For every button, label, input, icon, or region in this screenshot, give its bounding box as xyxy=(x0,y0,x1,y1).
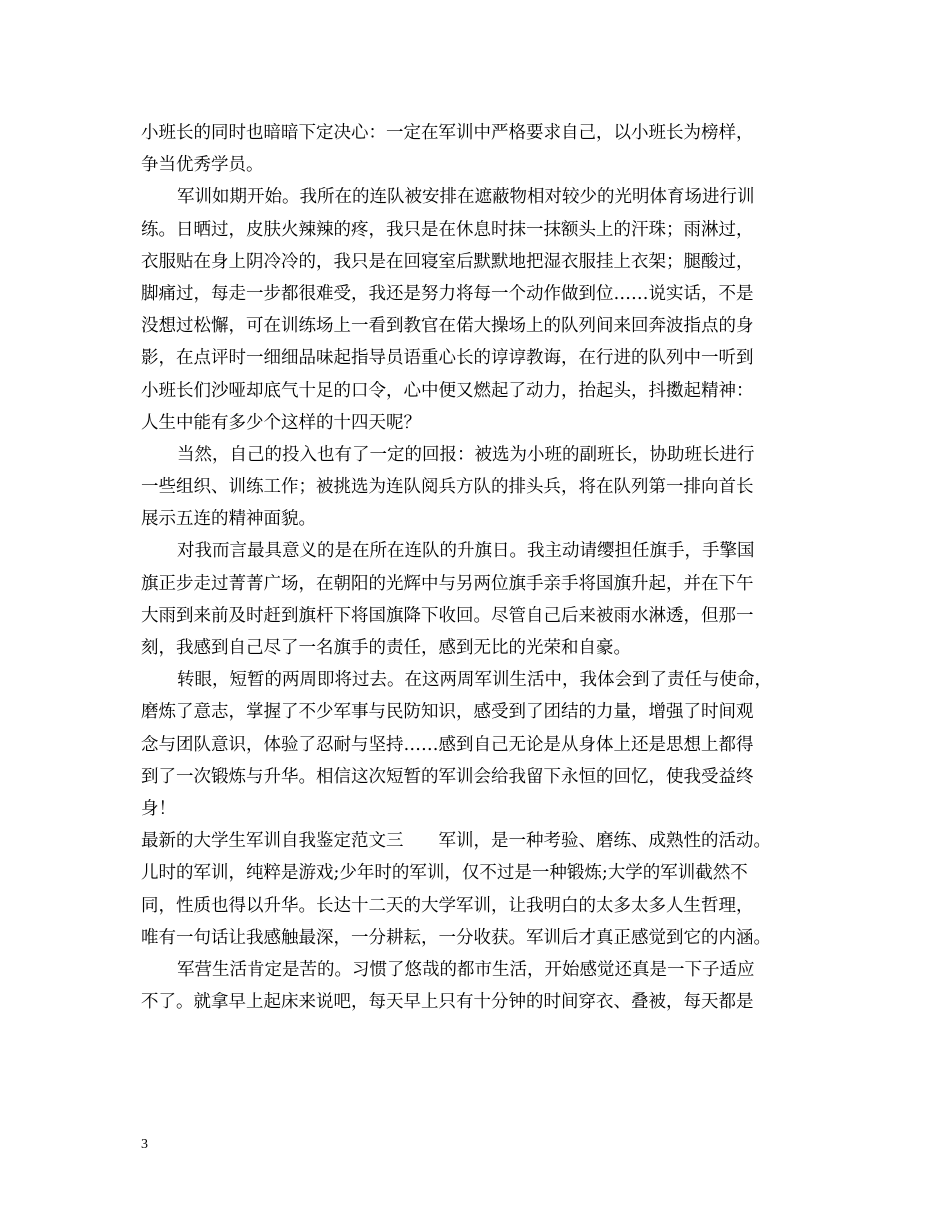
text-line: 儿时的军训，纯粹是游戏;少年时的军训，仅不过是一种锻炼;大学的军训截然不 xyxy=(141,863,748,884)
text-line: 脚痛过，每走一步都很难受，我还是努力将每一个动作做到位……说实话，不是 xyxy=(141,283,754,304)
text-line: 同，性质也得以升华。长达十二天的大学军训，让我明白的太多太多人生哲理， xyxy=(141,895,754,916)
section-heading-line: 最新的大学生军训自我鉴定范文三 军训，是一种考验、磨练、成熟性的活动。 xyxy=(141,831,771,852)
text-line: 磨炼了意志，掌握了不少军事与民防知识，感受到了团结的力量，增强了时间观 xyxy=(141,702,754,723)
paragraph-start-line: 军训如期开始。我所在的连队被安排在遮蔽物相对较少的光明体育场进行训 xyxy=(177,187,755,208)
text-line: 身！ xyxy=(141,798,176,819)
page-number: 3 xyxy=(141,1137,148,1152)
text-line: 展示五连的精神面貌。 xyxy=(141,509,316,530)
text-line: 小班长们沙哑却底气十足的口令，心中便又燃起了动力，抬起头，抖擞起精神： xyxy=(141,380,754,401)
text-line: 影，在点评时一细细品味起指导员语重心长的谆谆教诲，在行进的队列中一听到 xyxy=(141,348,754,369)
paragraph-start-line: 对我而言最具意义的是在所在连队的升旗日。我主动请缨担任旗手，手擎国 xyxy=(177,541,755,562)
document-body xyxy=(141,117,831,1018)
text-line: 唯有一句话让我感触最深，一分耕耘，一分收获。军训后才真正感觉到它的内涵。 xyxy=(141,927,771,948)
text-line: 旗正步走过菁菁广场，在朝阳的光辉中与另两位旗手亲手将国旗升起，并在下午 xyxy=(141,573,754,594)
text-line: 人生中能有多少个这样的十四天呢？ xyxy=(141,412,421,433)
text-line: 小班长的同时也暗暗下定决心：一定在军训中严格要求自己，以小班长为榜样， xyxy=(141,123,754,143)
paragraph-start-line: 转眼，短暂的两周即将过去。在这两周军训生活中，我体会到了责任与使命， xyxy=(177,670,772,691)
paragraph-start-line: 当然，自己的投入也有了一定的回报：被选为小班的副班长，协助班长进行 xyxy=(177,444,755,465)
text-line: 不了。就拿早上起床来说吧，每天早上只有十分钟的时间穿衣、叠被，每天都是 xyxy=(141,992,754,1013)
paragraph-start-line: 军营生活肯定是苦的。习惯了悠哉的都市生活，开始感觉还真是一下子适应 xyxy=(177,959,755,980)
text-line: 争当优秀学员。 xyxy=(141,155,264,176)
text-line: 没想过松懈，可在训练场上一看到教官在偌大操场上的队列间来回奔波指点的身 xyxy=(141,316,754,337)
text-line: 一些组织、训练工作；被挑选为连队阅兵方队的排头兵，将在队列第一排向首长 xyxy=(141,477,754,498)
text-line: 大雨到来前及时赶到旗杆下将国旗降下收回。尽管自己后来被雨水淋透，但那一 xyxy=(141,605,754,626)
text-line: 念与团队意识，体验了忍耐与坚持……感到自己无论是从身体上还是思想上都得 xyxy=(141,734,754,755)
text-line: 衣服贴在身上阴冷冷的，我只是在回寝室后默默地把湿衣服挂上衣架；腿酸过， xyxy=(141,251,754,272)
text-line: 练。日晒过，皮肤火辣辣的疼，我只是在休息时抹一抹额头上的汗珠；雨淋过， xyxy=(141,219,754,240)
text-line: 刻，我感到自己尽了一名旗手的责任，感到无比的光荣和自豪。 xyxy=(141,638,631,658)
text-line: 到了一次锻炼与升华。相信这次短暂的军训会给我留下永恒的回忆，使我受益终 xyxy=(141,766,754,787)
